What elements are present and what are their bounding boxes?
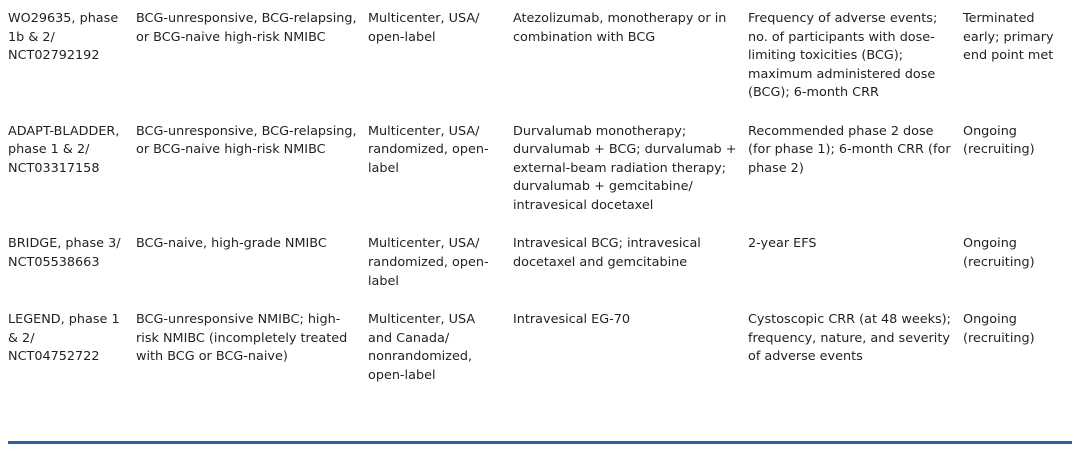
cell-design	[368, 225, 513, 301]
cell-intervention	[513, 0, 748, 113]
cell-intervention	[513, 113, 748, 226]
status-text: Terminated early; primary end point met	[963, 11, 1054, 64]
cell-trial	[8, 225, 136, 301]
cell-intervention	[513, 301, 748, 397]
cell-design	[368, 113, 513, 226]
cell-population	[136, 225, 368, 301]
cell-design	[368, 301, 513, 397]
table-row	[8, 0, 1072, 113]
cell-status	[963, 225, 1072, 301]
trial-name: WO29635, phase 1b & 2/ NCT02792192	[8, 11, 119, 64]
cell-status	[963, 0, 1072, 113]
intervention-text: Intravesical EG-70	[513, 312, 631, 328]
endpoints-text: Frequency of adverse events; no. of participants with dose-limiting toxicities (BCG); maximum administered dose (BCG); 6-month CRR	[748, 11, 938, 101]
table-row	[8, 301, 1072, 397]
design-text: Multicenter, USA/ open-label	[368, 11, 480, 45]
population-text: BCG-unresponsive, BCG-relapsing, or BCG-naive high-risk NMIBC	[136, 123, 357, 158]
cell-endpoints	[748, 113, 963, 226]
design-text: Multicenter, USA/ randomized, open-label	[368, 236, 489, 289]
endpoints-text: 2-year EFS	[748, 236, 817, 252]
population-text: BCG-unresponsive NMIBC; high-risk NMIBC (incompletely treated with BCG or BCG-naive)	[136, 312, 348, 365]
table-bottom-rule	[8, 441, 1072, 444]
population-text: BCG-naive, high-grade NMIBC	[136, 236, 327, 252]
cell-population	[136, 113, 368, 226]
cell-intervention	[513, 225, 748, 301]
population-text: BCG-unresponsive, BCG-relapsing, or BCG-naive high-risk NMIBC	[136, 11, 357, 45]
intervention-text: Intravesical BCG; intravesical docetaxel and gemcitabine	[513, 236, 701, 271]
cell-trial	[8, 113, 136, 226]
cell-trial	[8, 301, 136, 397]
trial-name: ADAPT-BLADDER, phase 1 & 2/ NCT03317158	[8, 123, 120, 176]
intervention-text: Durvalumab monotherapy; durvalumab + BCG; durvalumab + external-beam radiation therapy; durvalumab + gemcitabine/ intravesical docetaxel	[513, 123, 737, 213]
design-text: Multicenter, USA/ randomized, open-label	[368, 123, 489, 176]
status-text: Ongoing (recruiting)	[963, 236, 1035, 271]
clinical-trials-table	[8, 0, 1072, 397]
table-row	[8, 225, 1072, 301]
trial-name: BRIDGE, phase 3/ NCT05538663	[8, 236, 121, 271]
cell-population	[136, 301, 368, 397]
cell-status	[963, 301, 1072, 397]
cell-population	[136, 0, 368, 113]
endpoints-text: Cystoscopic CRR (at 48 weeks); frequency, nature, and severity of adverse events	[748, 312, 951, 365]
table-row	[8, 113, 1072, 226]
intervention-text: Atezolizumab, monotherapy or in combination with BCG	[513, 11, 727, 45]
cell-design	[368, 0, 513, 113]
cell-endpoints	[748, 0, 963, 113]
cell-status	[963, 113, 1072, 226]
status-text: Ongoing (recruiting)	[963, 312, 1035, 346]
cell-endpoints	[748, 225, 963, 301]
cell-endpoints	[748, 301, 963, 397]
status-text: Ongoing (recruiting)	[963, 123, 1035, 158]
cell-trial	[8, 0, 136, 113]
design-text: Multicenter, USA and Canada/ nonrandomized, open-label	[368, 312, 476, 383]
endpoints-text: Recommended phase 2 dose (for phase 1); 6-month CRR (for phase 2)	[748, 123, 951, 176]
trial-name: LEGEND, phase 1 & 2/ NCT04752722	[8, 312, 120, 365]
